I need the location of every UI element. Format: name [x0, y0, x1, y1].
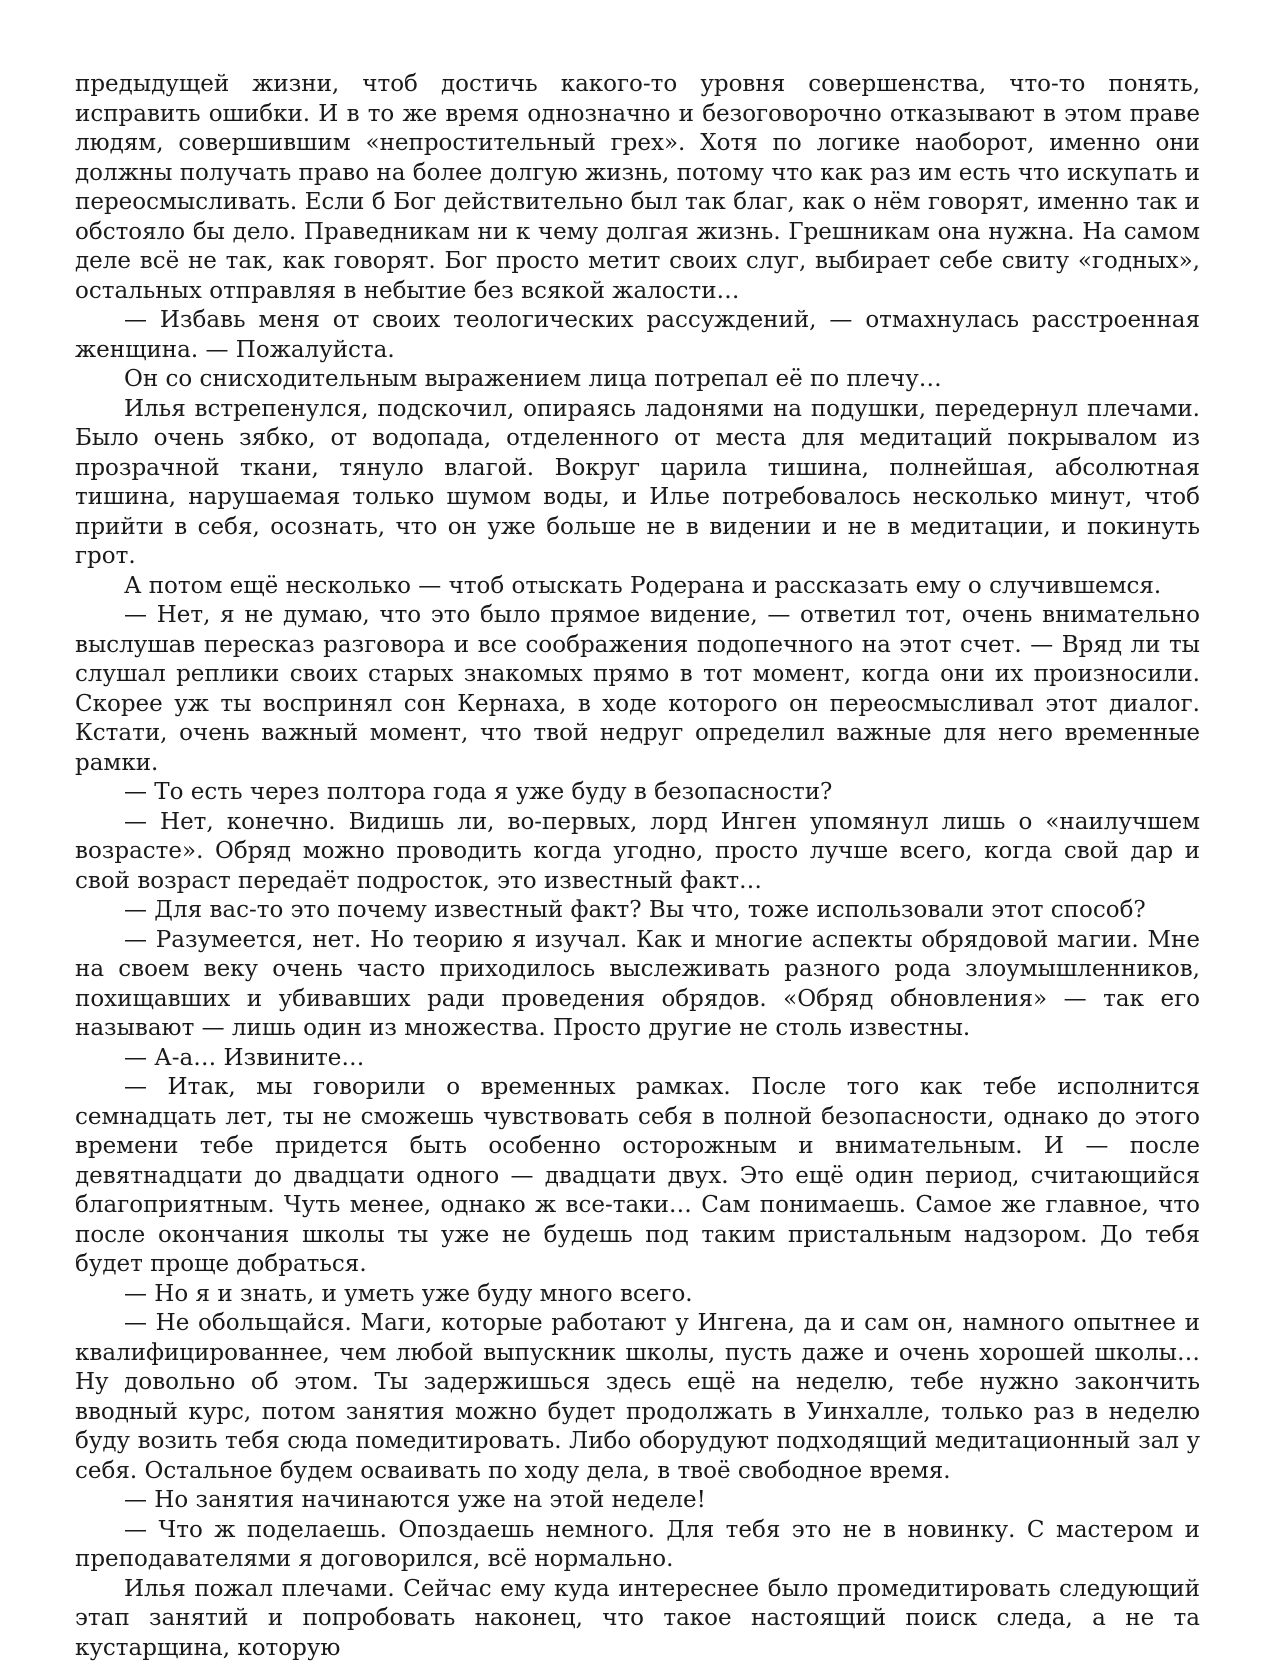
- paragraph-7: — То есть через полтора года я уже буду в безопасности?: [75, 778, 1200, 808]
- paragraph-17: Илья пожал плечами. Сейчас ему куда интереснее было промедитировать следующий этап занятий и попробовать наконец, что такое настоящий поиск следа, а не та кустарщина, которую: [75, 1575, 1200, 1663]
- paragraph-12: — Итак, мы говорили о временных рамках. После того как тебе исполнится семнадцать лет, ты не сможешь чувствовать себя в полной безопасности, однако до этого времени тебе придется быть особенно осторожным и внимательным. И — после девятнадцати до двадцати одного — двадцати двух. Это ещё один период, считающийся благоприятным. Чуть менее, однако ж все-таки… Сам понимаешь. Самое же главное, что после окончания школы ты уже не будешь под таким пристальным надзором. До тебя будет проще добраться.: [75, 1073, 1200, 1280]
- paragraph-1: предыдущей жизни, чтоб достичь какого-то уровня совершенства, что-то понять, исправить ошибки. И в то же время однозначно и безоговорочно отказывают в этом праве людям, совершившим «непростительный грех». Хотя по логике наоборот, именно они должны получать право на более долгую жизнь, потому что как раз им есть что искупать и переосмысливать. Если б Бог действительно был так благ, как о нём говорят, именно так и обстояло бы дело. Праведникам ни к чему долгая жизнь. Грешникам она нужна. На самом деле всё не так, как говорят. Бог просто метит своих слуг, выбирает себе свиту «годных», остальных отправляя в небытие без всякой жалости…: [75, 70, 1200, 306]
- paragraph-14: — Не обольщайся. Маги, которые работают у Ингена, да и сам он, намного опытнее и квалифицированнее, чем любой выпускник школы, пусть даже и очень хорошей школы… Ну довольно об этом. Ты задержишься здесь ещё на неделю, тебе нужно закончить вводный курс, потом занятия можно будет продолжать в Уинхалле, только раз в неделю буду возить тебя сюда помедитировать. Либо оборудуют подходящий медитационный зал у себя. Остальное будем осваивать по ходу дела, в твоё свободное время.: [75, 1309, 1200, 1486]
- paragraph-2: — Избавь меня от своих теологических рассуждений, — отмахнулась расстроенная женщина. — Пожалуйста.: [75, 306, 1200, 365]
- paragraph-10: — Разумеется, нет. Но теорию я изучал. Как и многие аспекты обрядовой магии. Мне на своем веку очень часто приходилось выслеживать разного рода злоумышленников, похищавших и убивавших ради проведения обрядов. «Обряд обновления» — так его называют — лишь один из множества. Просто другие не столь известны.: [75, 926, 1200, 1044]
- paragraph-8: — Нет, конечно. Видишь ли, во-первых, лорд Инген упомянул лишь о «наилучшем возрасте». Обряд можно проводить когда угодно, просто лучше всего, когда свой дар и свой возраст передаёт подросток, это известный факт…: [75, 808, 1200, 897]
- paragraph-13: — Но я и знать, и уметь уже буду много всего.: [75, 1280, 1200, 1310]
- paragraph-6: — Нет, я не думаю, что это было прямое видение, — ответил тот, очень внимательно выслушав пересказ разговора и все соображения подопечного на этот счет. — Вряд ли ты слушал реплики своих старых знакомых прямо в тот момент, когда они их произносили. Скорее уж ты воспринял сон Кернаха, в ходе которого он переосмысливал этот диалог. Кстати, очень важный момент, что твой недруг определил важные для него временные рамки.: [75, 601, 1200, 778]
- paragraph-11: — А-а… Извините…: [75, 1044, 1200, 1074]
- paragraph-15: — Но занятия начинаются уже на этой неделе!: [75, 1486, 1200, 1516]
- paragraph-9: — Для вас-то это почему известный факт? Вы что, тоже использовали этот способ?: [75, 896, 1200, 926]
- paragraph-4: Илья встрепенулся, подскочил, опираясь ладонями на подушки, передернул плечами. Было очень зябко, от водопада, отделенного от места для медитаций покрывалом из прозрачной ткани, тянуло влагой. Вокруг царила тишина, полнейшая, абсолютная тишина, нарушаемая только шумом воды, и Илье потребовалось несколько минут, чтоб прийти в себя, осознать, что он уже больше не в видении и не в медитации, и покинуть грот.: [75, 395, 1200, 572]
- book-page: [75, 70, 1200, 1663]
- paragraph-3: Он со снисходительным выражением лица потрепал её по плечу…: [75, 365, 1200, 395]
- paragraph-5: А потом ещё несколько — чтоб отыскать Родерана и рассказать ему о случившемся.: [75, 572, 1200, 602]
- paragraph-16: — Что ж поделаешь. Опоздаешь немного. Для тебя это не в новинку. С мастером и преподавателями я договорился, всё нормально.: [75, 1516, 1200, 1575]
